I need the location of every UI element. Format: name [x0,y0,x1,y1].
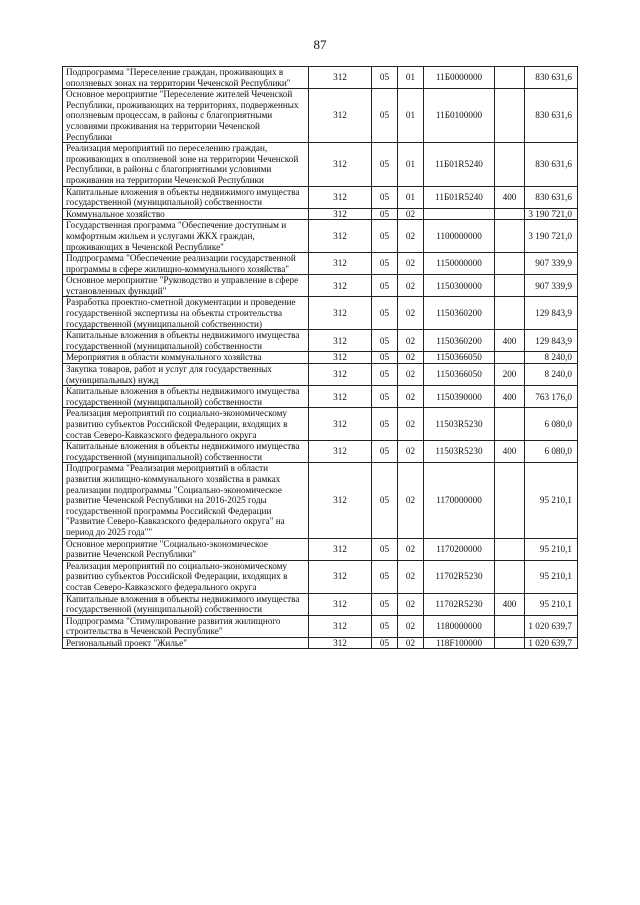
item-name-cell: Государственная программа "Обеспечение доступным и комфортным жильем и услугами ЖКХ граждан, проживающих в Чеченской Республике" [63,220,309,253]
subsection-code-cell: 02 [398,538,424,560]
amount-cell: 3 190 721,0 [525,220,578,253]
expense-type-cell: 400 [495,441,525,463]
item-name-cell: Капитальные вложения в объекты недвижимого имущества государственной (муниципальной) собственности [63,593,309,615]
table-row [63,143,578,186]
amount-cell: 95 210,1 [525,538,578,560]
item-name-cell: Закупка товаров, работ и услуг для государственных (муниципальных) нужд [63,364,309,386]
table-row [63,538,578,560]
amount-cell: 95 210,1 [525,560,578,593]
ministry-code-cell: 312 [309,560,372,593]
amount-cell: 6 080,0 [525,408,578,441]
item-name-cell: Мероприятия в области коммунального хозяйства [63,352,309,364]
item-name-cell: Подпрограмма "Переселение граждан, проживающих в оползневых зонах на территории Чеченской Республики" [63,67,309,89]
section-code-cell: 05 [372,208,398,220]
target-article-cell [424,208,495,220]
expense-type-cell [495,143,525,186]
target-article-cell: 118F100000 [424,637,495,649]
section-code-cell: 05 [372,186,398,208]
table-row [63,463,578,538]
table-row [63,408,578,441]
table-row [63,220,578,253]
table-row [63,67,578,89]
table-body [63,67,578,649]
section-code-cell: 05 [372,538,398,560]
subsection-code-cell: 02 [398,386,424,408]
item-name-cell: Разработка проектно-сметной документации и проведение государственной экспертизы на объекты строительства государственной (муниципальной собственности) [63,297,309,330]
section-code-cell: 05 [372,408,398,441]
target-article-cell: 11702R5230 [424,560,495,593]
expense-type-cell [495,220,525,253]
budget-table [62,66,578,649]
expense-type-cell [495,297,525,330]
target-article-cell: 11Б0000000 [424,67,495,89]
section-code-cell: 05 [372,593,398,615]
table-row [63,89,578,143]
table-row [63,637,578,649]
expense-type-cell [495,208,525,220]
amount-cell: 3 190 721,0 [525,208,578,220]
table-row [63,208,578,220]
section-code-cell: 05 [372,89,398,143]
expense-type-cell [495,463,525,538]
ministry-code-cell: 312 [309,208,372,220]
amount-cell: 830 631,6 [525,143,578,186]
ministry-code-cell: 312 [309,89,372,143]
target-article-cell: 1150366050 [424,352,495,364]
section-code-cell: 05 [372,463,398,538]
expense-type-cell: 400 [495,330,525,352]
item-name-cell: Капитальные вложения в объекты недвижимого имущества государственной (муниципальной) собственности [63,330,309,352]
amount-cell: 1 020 639,7 [525,615,578,637]
expense-type-cell [495,538,525,560]
ministry-code-cell: 312 [309,352,372,364]
expense-type-cell [495,637,525,649]
amount-cell: 6 080,0 [525,441,578,463]
subsection-code-cell: 02 [398,253,424,275]
ministry-code-cell: 312 [309,386,372,408]
section-code-cell: 05 [372,364,398,386]
table-row [63,297,578,330]
expense-type-cell: 400 [495,593,525,615]
ministry-code-cell: 312 [309,593,372,615]
subsection-code-cell: 02 [398,364,424,386]
section-code-cell: 05 [372,275,398,297]
target-article-cell: 11Б01R5240 [424,186,495,208]
target-article-cell: 1170200000 [424,538,495,560]
amount-cell: 907 339,9 [525,275,578,297]
expense-type-cell [495,67,525,89]
ministry-code-cell: 312 [309,330,372,352]
table-row [63,615,578,637]
subsection-code-cell: 02 [398,275,424,297]
amount-cell: 8 240,0 [525,352,578,364]
amount-cell: 129 843,9 [525,330,578,352]
target-article-cell: 11503R5230 [424,441,495,463]
target-article-cell: 1170000000 [424,463,495,538]
amount-cell: 1 020 639,7 [525,637,578,649]
target-article-cell: 1150300000 [424,275,495,297]
item-name-cell: Реализация мероприятий по социально-экономическому развитию субъектов Российской Федерации, входящих в состав Северо-Кавказского федерального округа [63,408,309,441]
target-article-cell: 1150366050 [424,364,495,386]
section-code-cell: 05 [372,386,398,408]
item-name-cell: Основное мероприятие "Переселение жителей Чеченской Республики, проживающих на территориях, подверженных оползневым процессам, в районы с благоприятными условиями проживания на территории Чеченской Республики [63,89,309,143]
expense-type-cell: 400 [495,186,525,208]
amount-cell: 95 210,1 [525,463,578,538]
ministry-code-cell: 312 [309,463,372,538]
item-name-cell: Основное мероприятие "Социально-экономическое развитие Чеченской Республики" [63,538,309,560]
ministry-code-cell: 312 [309,186,372,208]
section-code-cell: 05 [372,67,398,89]
item-name-cell: Основное мероприятие "Руководство и управление в сфере установленных функций" [63,275,309,297]
ministry-code-cell: 312 [309,408,372,441]
target-article-cell: 1100000000 [424,220,495,253]
expense-type-cell [495,408,525,441]
ministry-code-cell: 312 [309,143,372,186]
expense-type-cell: 400 [495,386,525,408]
table-row [63,253,578,275]
target-article-cell: 11Б01R5240 [424,143,495,186]
ministry-code-cell: 312 [309,637,372,649]
table-row [63,186,578,208]
table-row [63,352,578,364]
subsection-code-cell: 02 [398,463,424,538]
section-code-cell: 05 [372,615,398,637]
subsection-code-cell: 01 [398,67,424,89]
amount-cell: 763 176,0 [525,386,578,408]
subsection-code-cell: 02 [398,220,424,253]
expense-type-cell: 200 [495,364,525,386]
subsection-code-cell: 02 [398,593,424,615]
page-number: 87 [313,37,327,52]
section-code-cell: 05 [372,637,398,649]
ministry-code-cell: 312 [309,220,372,253]
item-name-cell: Подпрограмма "Обеспечение реализации государственной программы в сфере жилищно-коммунального хозяйства" [63,253,309,275]
subsection-code-cell: 02 [398,352,424,364]
subsection-code-cell: 01 [398,186,424,208]
section-code-cell: 05 [372,441,398,463]
amount-cell: 95 210,1 [525,593,578,615]
subsection-code-cell: 02 [398,637,424,649]
ministry-code-cell: 312 [309,615,372,637]
target-article-cell: 1150390000 [424,386,495,408]
section-code-cell: 05 [372,143,398,186]
amount-cell: 907 339,9 [525,253,578,275]
subsection-code-cell: 01 [398,143,424,186]
target-article-cell: 11503R5230 [424,408,495,441]
ministry-code-cell: 312 [309,275,372,297]
expense-type-cell [495,615,525,637]
ministry-code-cell: 312 [309,253,372,275]
item-name-cell: Коммунальное хозяйство [63,208,309,220]
table-row [63,386,578,408]
item-name-cell: Региональный проект "Жилье" [63,637,309,649]
section-code-cell: 05 [372,297,398,330]
ministry-code-cell: 312 [309,538,372,560]
target-article-cell: 1180000000 [424,615,495,637]
section-code-cell: 05 [372,560,398,593]
expense-type-cell [495,89,525,143]
subsection-code-cell: 01 [398,89,424,143]
table-row [63,275,578,297]
amount-cell: 830 631,6 [525,67,578,89]
table-row [63,364,578,386]
ministry-code-cell: 312 [309,364,372,386]
item-name-cell: Подпрограмма "Реализация мероприятий в области развития жилищно-коммунального хозяйства в рамках реализации подпрограммы "Социально-экономическое развитие Чеченской Республики на 2016-2025 годы государственной программы Российской Федерации "Развитие Северо-Кавказского федерального округа" на период до 2025 года"" [63,463,309,538]
amount-cell: 129 843,9 [525,297,578,330]
subsection-code-cell: 02 [398,615,424,637]
section-code-cell: 05 [372,352,398,364]
section-code-cell: 05 [372,220,398,253]
target-article-cell: 11Б0100000 [424,89,495,143]
item-name-cell: Капитальные вложения в объекты недвижимого имущества государственной (муниципальной) собственности [63,386,309,408]
item-name-cell: Подпрограмма "Стимулирование развития жилищного строительства в Чеченской Республике" [63,615,309,637]
table-row [63,560,578,593]
expense-type-cell [495,560,525,593]
subsection-code-cell: 02 [398,408,424,441]
subsection-code-cell: 02 [398,297,424,330]
target-article-cell: 1150000000 [424,253,495,275]
table-row [63,330,578,352]
target-article-cell: 1150360200 [424,297,495,330]
amount-cell: 830 631,6 [525,89,578,143]
section-code-cell: 05 [372,330,398,352]
table-row [63,593,578,615]
item-name-cell: Капитальные вложения в объекты недвижимого имущества государственной (муниципальной) собственности [63,441,309,463]
expense-type-cell [495,352,525,364]
ministry-code-cell: 312 [309,441,372,463]
section-code-cell: 05 [372,253,398,275]
subsection-code-cell: 02 [398,330,424,352]
item-name-cell: Реализация мероприятий по социально-экономическому развитию субъектов Российской Федерации, входящих в состав Северо-Кавказского федерального округа [63,560,309,593]
subsection-code-cell: 02 [398,208,424,220]
amount-cell: 8 240,0 [525,364,578,386]
subsection-code-cell: 02 [398,560,424,593]
target-article-cell: 1150360200 [424,330,495,352]
ministry-code-cell: 312 [309,297,372,330]
item-name-cell: Капитальные вложения в объекты недвижимого имущества государственной (муниципальной) собственности [63,186,309,208]
target-article-cell: 11702R5230 [424,593,495,615]
item-name-cell: Реализация мероприятий по переселению граждан, проживающих в оползневой зоне на территории Чеченской Республики, в районы с благоприятными условиями проживания на территории Чеченской Республики [63,143,309,186]
ministry-code-cell: 312 [309,67,372,89]
amount-cell: 830 631,6 [525,186,578,208]
table-row [63,441,578,463]
expense-type-cell [495,253,525,275]
subsection-code-cell: 02 [398,441,424,463]
expense-type-cell [495,275,525,297]
